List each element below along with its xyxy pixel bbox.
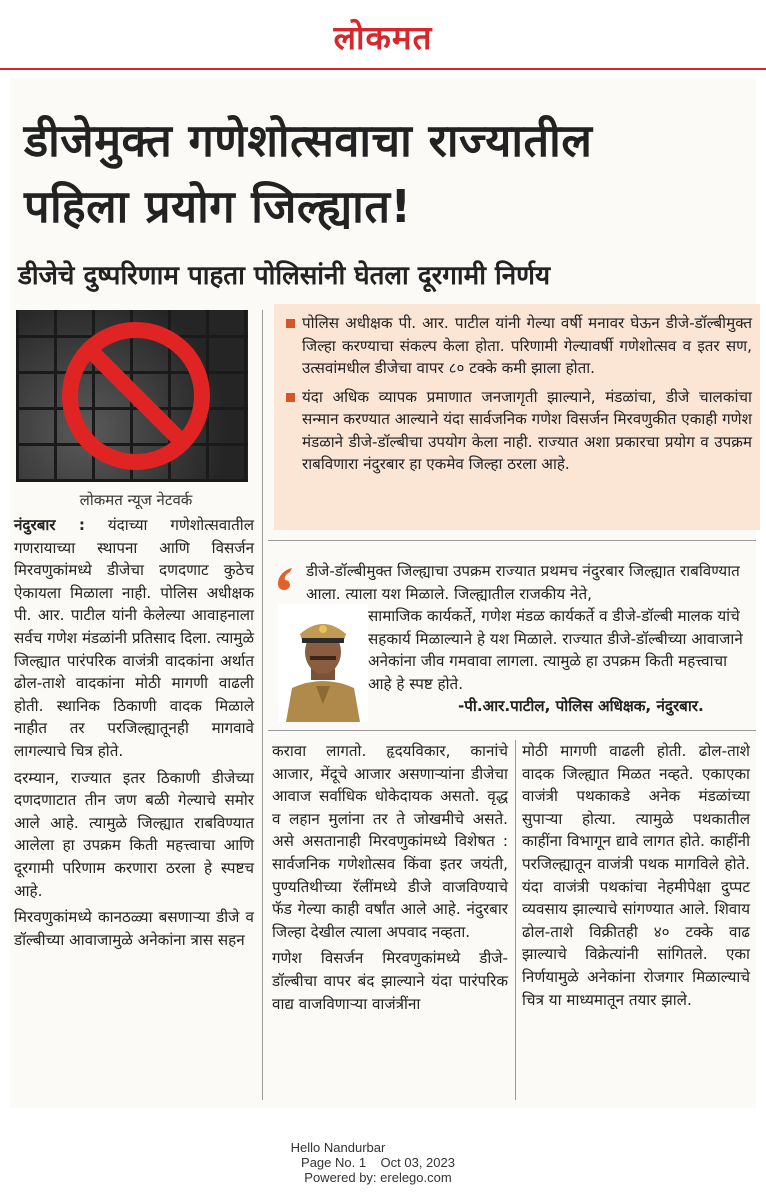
police-officer-photo	[278, 604, 368, 722]
highlights-box	[274, 304, 760, 530]
paragraph: मिरवणुकांमध्ये कानठळ्या बसणाऱ्या डीजे व डॉल्बीच्या आवाजामुळे अनेकांना त्रास सहन	[14, 908, 254, 949]
article-column-2	[272, 740, 508, 1019]
article-column-3	[522, 740, 750, 1015]
lokmat-logo: लोकमत	[333, 18, 433, 57]
dj-ban-photo	[16, 310, 248, 482]
headline-line-1: डीजेमुक्त गणेशोत्सवाचा राज्यातील	[24, 114, 593, 167]
section-divider	[268, 540, 756, 541]
byline: लोकमत न्यूज नेटवर्क	[79, 491, 193, 509]
highlight-item: पोलिस अधीक्षक पी. आर. पाटील यांनी गेल्या वर्षी मनावर घेऊन डीजे-डॉल्बीमुक्त जिल्हा करण्याचा संकल्प केला होता. परिणामी गेल्यावर्षी गणेशोत्सव व इतर सण, उत्सवांमधील डीजेचा वापर ८० टक्के कमी झाला होता.	[286, 312, 752, 380]
paragraph: नंदुरबार : यंदाच्या गणेशोत्सवातील गणरायाच्या स्थापना आणि विसर्जन मिरवणुकांमध्ये डीजेचा दणदणाट कुठेच ऐकायला मिळाला नाही. पोलिस अधीक्षक पी. आर. पाटील यांनी केलेल्या आवाहनाला सर्वच गणेश मंडळांनी प्रतिसाद दिला. त्यामुळे जिल्ह्यात पारंपरिक वाजंत्री वादकांना अर्थात ढोल-ताशे वादकांना मोठी मागणी वाढली होती. स्थानिक ठिकाणी वादक मिळाले नाहीत तर परजिल्ह्यातूनही मागवावे लागल्याचे चित्र होते.	[14, 516, 255, 760]
subheadline: डीजेचे दुष्परिणाम पाहता पोलिसांनी घेतला दूरगामी निर्णय	[18, 261, 551, 291]
column-divider	[515, 740, 516, 1100]
page-date: Page No. 1 Oct 03, 2023	[301, 1155, 455, 1170]
masthead	[0, 0, 766, 70]
section-divider	[268, 730, 756, 731]
edition-name: Hello Nandurbar	[290, 1140, 386, 1155]
bullet-icon	[286, 319, 295, 328]
column-divider	[262, 310, 263, 1100]
newspaper-clipping	[10, 78, 756, 1108]
paragraph: दरम्यान, राज्यात इतर ठिकाणी डीजेच्या दणदणाटात तीन जण बळी गेल्याचे समोर आले आहे. त्यामुळे जिल्ह्यात राबविण्यात आलेला हा उपक्रम किती महत्त्वाचा आणि दूरगामी परिणाम करणारा ठरला हे स्पष्टच आहे.	[14, 768, 254, 900]
no-entry-icon	[16, 310, 248, 482]
article-column-1	[14, 514, 254, 955]
headline-line-2: पहिला प्रयोग जिल्ह्यात!	[24, 180, 412, 233]
quote-icon	[274, 564, 296, 590]
highlight-item: यंदा अधिक व्यापक प्रमाणात जनजागृती झाल्याने, मंडळांचा, डीजे चालकांचा सन्मान करण्यात आल्याने यंदा सार्वजनिक गणेश विसर्जन मिरवणुकीत एकाही गणेश मंडळाने डीजे-डॉल्बीचा उपयोग केला नाही. राज्यात अशा प्रकारचा प्रयोग व उपक्रम राबविणारा नंदुरबार हा एकमेव जिल्हा ठरला आहे.	[286, 386, 752, 476]
paragraph: गणेश विसर्जन मिरवणुकांमध्ये डीजे-डॉल्बीचा वापर बंद झाल्याने यंदा पारंपरिक वाद्य वाजविणाऱ्या वाजंत्रींना	[272, 949, 508, 1013]
headline	[24, 108, 748, 240]
bullet-icon	[286, 393, 295, 402]
quote-text-top: डीजे-डॉल्बीमुक्त जिल्ह्याचा उपक्रम राज्यात प्रथमच नंदुरबार जिल्ह्यात राबविण्यात आला. त्याला यश मिळाले. जिल्ह्यातील राजकीय नेते,	[306, 562, 740, 603]
paragraph: करावा लागतो. हृदयविकार, कानांचे आजार, मेंदूचे आजार असणाऱ्यांना डीजेचा आवाज सर्वाधिक धोकेदायक असतो. वृद्ध व लहान मुलांना तर ते जोखमीचे असते. असे असतानाही मिरवणुकांमध्ये विशेषत : सार्वजनिक गणेशोत्सव किंवा इतर जयंती, पुण्यतिथीच्या रॅलींमध्ये डीजे वाजविण्याचे फॅड गेल्या काही वर्षांत आले आहे. नंदुरबार जिल्हा देखील त्याला अपवाद नव्हता.	[272, 742, 508, 941]
quote-text-rest: सामाजिक कार्यकर्ते, गणेश मंडळ कार्यकर्ते व डीजे-डॉल्बी मालक यांचे सहकार्य मिळाल्याने हे यश मिळाले. राज्यात डीजे-डॉल्बीच्या आवाजाने अनेकांना जीव गमवावा लागला. त्यामुळे हा उपक्रम किती महत्त्वाचा आहे हे स्पष्ट होते.	[368, 607, 743, 693]
dateline: नंदुरबार :	[14, 516, 85, 534]
quote-attribution: -पी.आर.पाटील, पोलिस अधिक्षक, नंदुरबार.	[458, 697, 704, 715]
paragraph: मोठी मागणी वाढली होती. ढोल-ताशे वादक जिल्ह्यात मिळत नव्हते. एकाएका वाजंत्री पथकाकडे अनेक मंडळांच्या सुपाऱ्या होत्या. त्यामुळे पथकातील काहींना विभागून द्यावे लागत होते. काहींनी परजिल्ह्यातून वाजंत्री पथक मागविले होते. यंदा वाजंत्री पथकांचा नेहमीपेक्षा दुप्पट व्यवसाय झाल्याचे सांगण्यात आले. शिवाय ढोल-ताशे विक्रीतही ४० टक्के वाढ झाल्याचे विक्रेत्यांनी सांगितले. एका निर्णयामुळे अनेकांना रोजगार मिळाल्याचे चित्र या माध्यमातून तयार झाले.	[522, 742, 750, 1009]
powered-by-link[interactable]: Powered by: erelego.com	[304, 1170, 452, 1185]
footer	[0, 1140, 766, 1185]
